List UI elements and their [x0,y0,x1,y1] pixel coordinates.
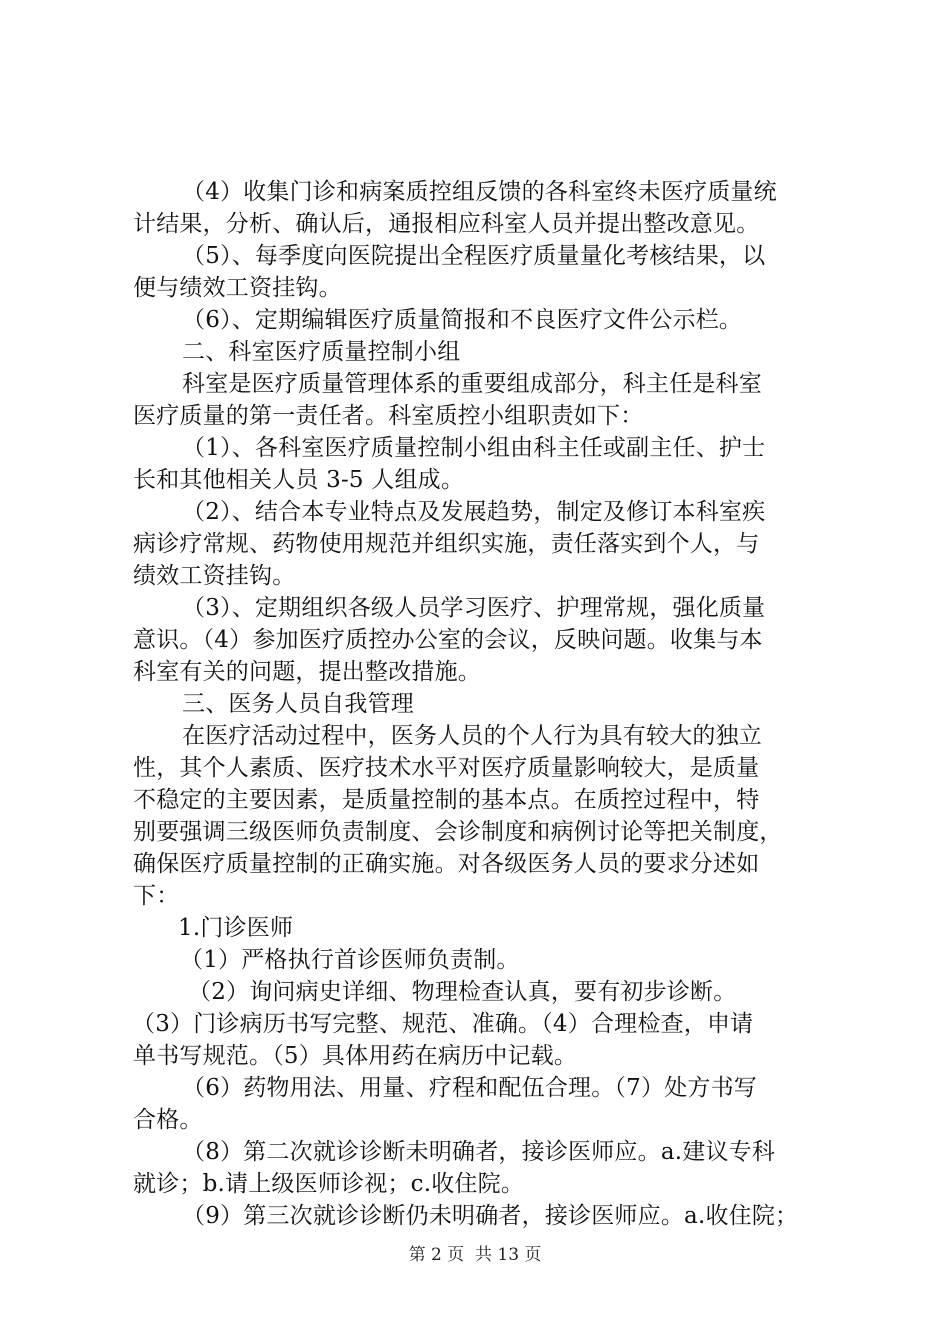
text-line: （3）、定期组织各级人员学习医疗、护理常规，强化质量 [182,595,766,621]
section-heading: 二、科室医疗质量控制小组 [182,339,461,365]
text-line: 意识。（4）参加医疗质控办公室的会议，反映问题。收集与本 [133,627,763,653]
text-line: （8）第二次就诊诊断未明确者，接诊医师应。a.建议专科 [182,1139,776,1165]
text-line: 科室是医疗质量管理体系的重要组成部分，科主任是科室 [182,371,762,397]
text-line: 长和其他相关人员 3-5 人组成。 [133,467,465,493]
section-heading: 三、医务人员自我管理 [182,691,414,717]
subsection-heading: 1.门诊医师 [178,915,294,941]
text-line: 下： [133,883,180,909]
text-line: 单书写规范。（5）具体用药在病历中记载。 [133,1043,578,1069]
text-line: 就诊；b.请上级医师诊视；c.收住院。 [133,1171,525,1197]
text-line: （6）药物用法、用量、疗程和配伍合理。（7）处方书写 [182,1075,757,1101]
text-line: 确保医疗质量控制的正确实施。对各级医务人员的要求分述如 [133,851,760,877]
text-line: （1）、各科室医疗质量控制小组由科主任或副主任、护士 [182,435,766,461]
text-line: （3）门诊病历书写完整、规范、准确。（4）合理检查，申请 [132,1011,754,1037]
text-line: 别要强调三级医师负责制度、会诊制度和病例讨论等把关制度， [133,819,783,845]
text-line: （2）、结合本专业特点及发展趋势，制定及修订本科室疾 [182,499,766,525]
text-line: 病诊疗常规、药物使用规范并组织实施，责任落实到个人，与 [133,531,760,557]
text-line: 不稳定的主要因素，是质量控制的基本点。在质控过程中，特 [133,787,760,813]
text-line: 医疗质量的第一责任者。科室质控小组职责如下： [133,403,644,429]
text-line: 绩效工资挂钩。 [133,563,296,589]
text-line: （4）收集门诊和病案质控组反馈的各科室终未医疗质量统 [182,179,777,205]
text-line: 合格。 [133,1107,203,1133]
text-line: （5）、每季度向医院提出全程医疗质量量化考核结果，以 [182,243,766,269]
text-line: 性，其个人素质、医疗技术水平对医疗质量影响较大，是质量 [133,755,760,781]
page-number-footer: 第 2 页 共 13 页 [408,1245,542,1265]
text-line: （2）询问病史详细、物理检查认真，要有初步诊断。 [188,979,737,1005]
text-line: （1）严格执行首诊医师负责制。 [180,947,520,973]
text-line: （9）第三次就诊诊断仍未明确者，接诊医师应。a.收住院； [182,1203,799,1229]
text-line: 科室有关的问题，提出整改措施。 [133,659,481,685]
text-line: 计结果，分析、确认后，通报相应科室人员并提出整改意见。 [133,211,760,237]
text-line: （6）、定期编辑医疗质量简报和不良医疗文件公示栏。 [182,307,743,333]
text-line: 在医疗活动过程中，医务人员的个人行为具有较大的独立 [182,723,762,749]
text-line: 便与绩效工资挂钩。 [133,275,342,301]
